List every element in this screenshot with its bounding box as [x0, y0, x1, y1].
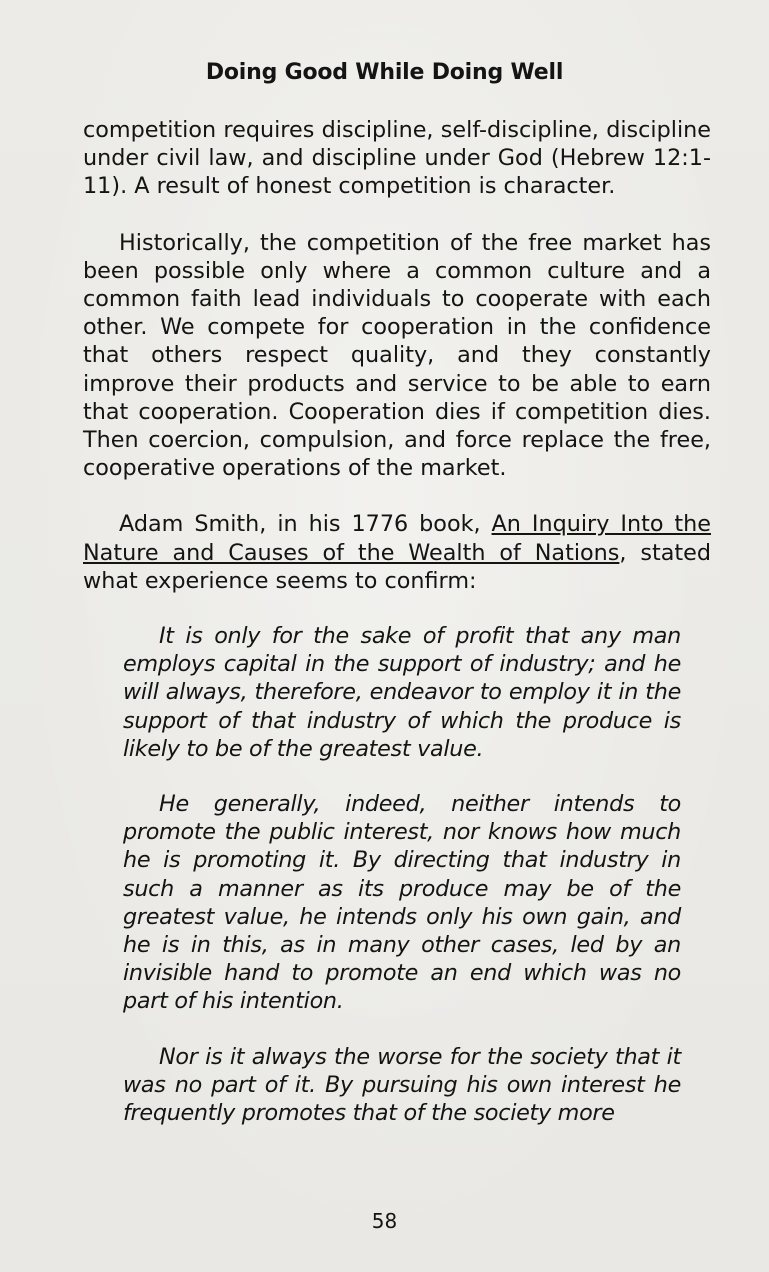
block-quote-3: Nor is it always the worse for the society that it was no part of it. By pursuing his own interest he frequently promotes that of the society more [123, 1043, 681, 1127]
page-body [83, 116, 711, 1127]
block-quote-1: It is only for the sake of profit that any man employs capital in the support of industry; and he will always, therefore, endeavor to employ it in the support of that industry of which the produce is likely to be of the greatest value. [123, 623, 681, 762]
paragraph-spacer [83, 482, 711, 510]
paragraph-spacer [83, 763, 711, 790]
block-quote-2: He generally, indeed, neither intends to promote the public interest, nor knows how much he is promoting it. By directing that industry in such a manner as its produce may be of the greatest value, he intends only his own gain, and he is in this, as in many other cases, led by an invisible hand to promote an end which was no part of his intention. [123, 791, 681, 1015]
paragraph-3-lead: Adam Smith, in his 1776 book, [119, 511, 492, 538]
paragraph-spacer [83, 201, 711, 229]
page-number: 58 [371, 1209, 398, 1233]
paragraph-2: Historically, the competition of the free market has been possible only where a common culture and a common faith lead individuals to cooperate with each other. We compete for cooperation in the confidence that others respect quality, and they constantly improve their products and service to be able to earn that cooperation. Cooperation dies if competition dies. Then coercion, compulsion, and force replace the free, cooperative operations of the market. [83, 229, 711, 482]
paragraph-spacer [83, 1016, 711, 1043]
paragraph-1: competition requires discipline, self-discipline, discipline under civil law, and discipline under God (Hebrew 12:1-11). A result of honest competition is character. [83, 117, 711, 200]
paragraph-3 [83, 510, 711, 595]
paragraph-spacer [83, 595, 711, 622]
paragraph-3-tail: , stated what experience seems to confirm: [83, 539, 712, 594]
running-header: Doing Good While Doing Well [205, 60, 564, 85]
book-title: An Inquiry Into the Nature and Causes of the Wealth of Nations [83, 511, 711, 566]
